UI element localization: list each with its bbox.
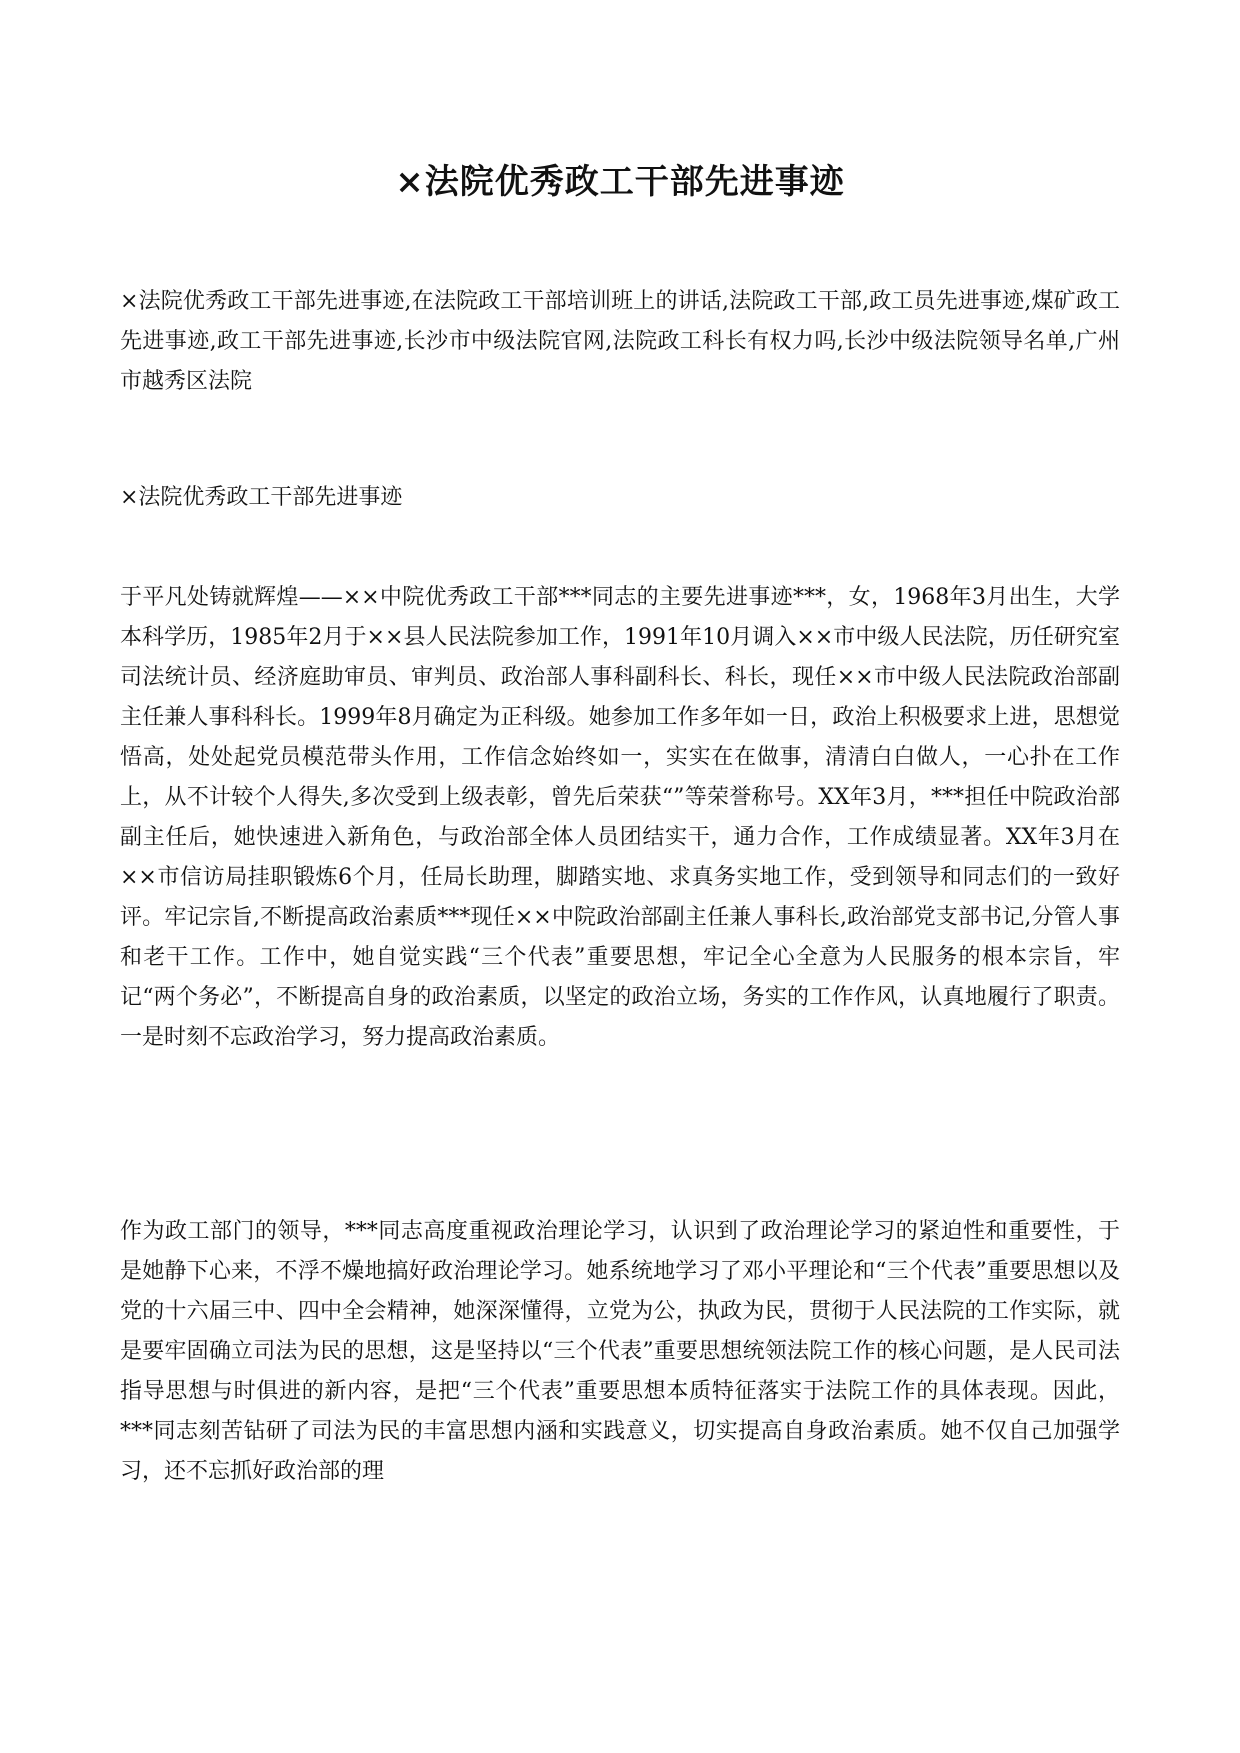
document-title: ×法院优秀政工干部先进事迹	[395, 162, 845, 202]
document-page	[120, 0, 1120, 1753]
body-paragraph-2: 作为政工部门的领导，***同志高度重视政治理论学习，认识到了政治理论学习的紧迫性和重要性，于是她静下心来，不浮不燥地搞好政治理论学习。她系统地学习了邓小平理论和“三个代表”重要思想以及党的十六届三中、四中全会精神，她深深懂得，立党为公，执政为民，贯彻于人民法院的工作实际，就是要牢固确立司法为民的思想，这是坚持以“三个代表”重要思想统领法院工作的核心问题，是人民司法指导思想与时俱进的新内容，是把“三个代表”重要思想本质特征落实于法院工作的具体表现。因此，***同志刻苦钻研了司法为民的丰富思想内涵和实践意义，切实提高自身政治素质。她不仅自己加强学习，还不忘抓好政治部的理	[120, 1219, 1120, 1484]
document-subtitle: ×法院优秀政工干部先进事迹	[120, 485, 403, 510]
keywords-paragraph: ×法院优秀政工干部先进事迹,在法院政工干部培训班上的讲话,法院政工干部,政工员先进事迹,煤矿政工先进事迹,政工干部先进事迹,长沙市中级法院官网,法院政工科长有权力吗,长沙中级法院领导名单,广州市越秀区法院	[120, 289, 1120, 394]
body-paragraph-1: 于平凡处铸就辉煌——××中院优秀政工干部***同志的主要先进事迹***，女，1968年3月出生，大学本科学历，1985年2月于××县人民法院参加工作，1991年10月调入××市中级人民法院，历任研究室司法统计员、经济庭助审员、审判员、政治部人事科副科长、科长，现任××市中级人民法院政治部副主任兼人事科科长。1999年8月确定为正科级。她参加工作多年如一日，政治上积极要求上进，思想觉悟高，处处起党员模范带头作用，工作信念始终如一，实实在在做事，清清白白做人，一心扑在工作上，从不计较个人得失,多次受到上级表彰，曾先后荣获“”等荣誉称号。XX年3月，***担任中院政治部副主任后，她快速进入新角色，与政治部全体人员团结实干，通力合作，工作成绩显著。XX年3月在××市信访局挂职锻炼6个月，任局长助理，脚踏实地、求真务实地工作，受到领导和同志们的一致好评。牢记宗旨,不断提高政治素质***现任××中院政治部副主任兼人事科长,政治部党支部书记,分管人事和老干工作。工作中，她自觉实践“三个代表”重要思想，牢记全心全意为人民服务的根本宗旨，牢记“两个务必”，不断提高自身的政治素质，以坚定的政治立场，务实的工作作风，认真地履行了职责。一是时刻不忘政治学习，努力提高政治素质。	[120, 585, 1120, 1050]
